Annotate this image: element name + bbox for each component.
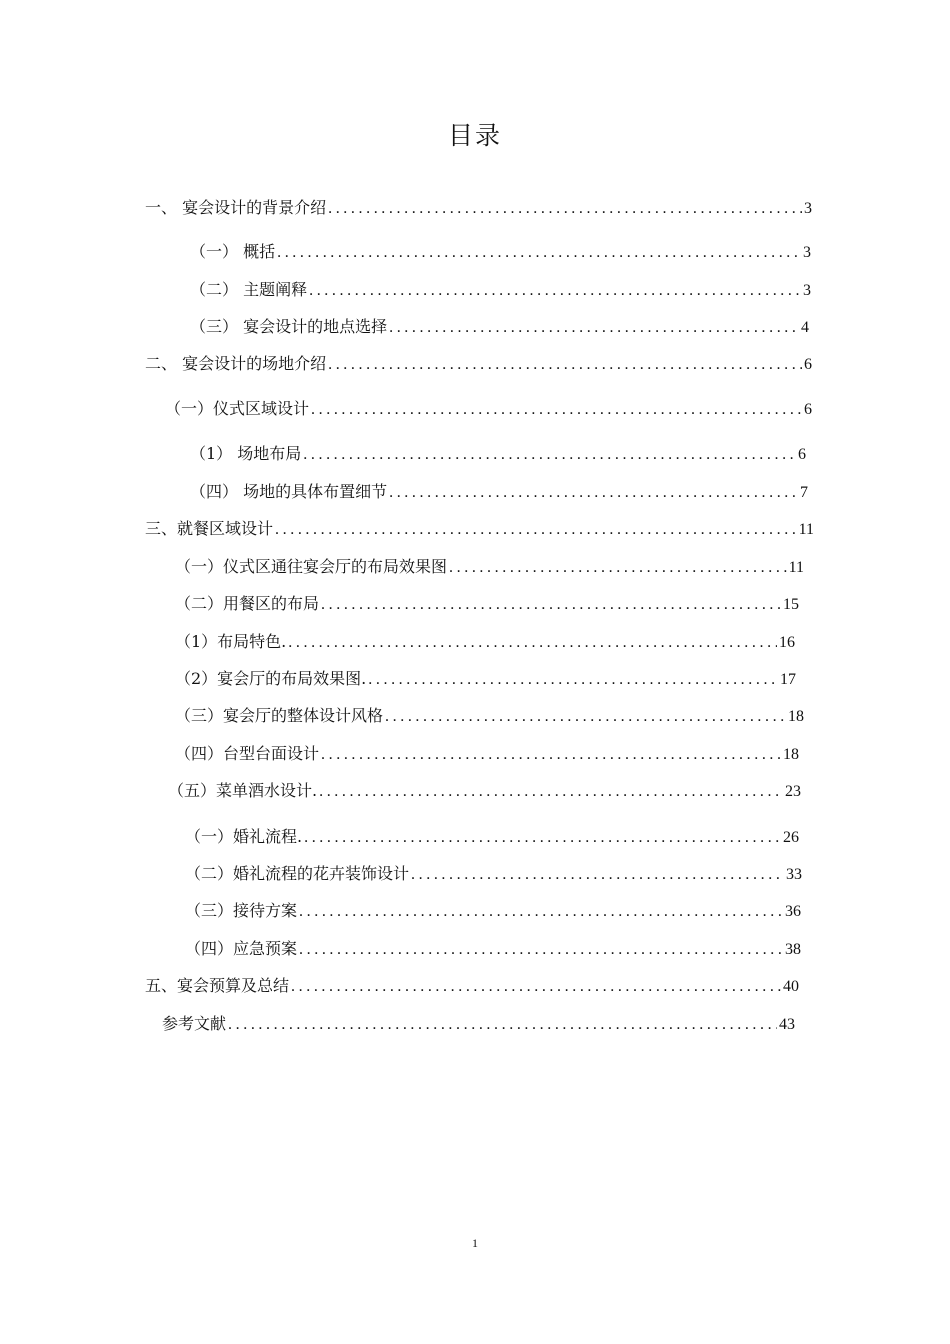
toc-entry-page: 3 [803, 282, 811, 299]
toc-entry-label: （五）菜单酒水设计. [168, 781, 318, 800]
toc-entry-label: （二）用餐区的布局 [175, 594, 320, 613]
toc-entry[interactable] [175, 556, 804, 578]
dot-leader [275, 519, 797, 541]
toc-entry-label: 参考文献 [162, 1014, 227, 1033]
toc-entry-page: 18 [783, 746, 799, 763]
toc-entry-page: 11 [798, 521, 814, 538]
dot-leader [299, 901, 783, 923]
toc-entry[interactable] [175, 705, 804, 727]
dot-leader [303, 444, 796, 466]
toc-entry-page: 6 [804, 356, 812, 373]
toc-entry[interactable] [175, 631, 795, 653]
dot-leader [389, 317, 799, 339]
dot-leader [291, 976, 781, 998]
dot-leader [299, 939, 783, 961]
toc-entry-page: 38 [785, 941, 801, 958]
toc-entry-label: （二）婚礼流程的花卉装饰设计 [185, 864, 410, 883]
toc-entry[interactable] [190, 316, 809, 338]
toc-entry-page: 40 [783, 978, 799, 995]
toc-entry-label: （二） 主题阐释 [190, 280, 308, 299]
toc-entry-label: （1）布局特色. [175, 632, 287, 651]
toc-entry[interactable] [185, 900, 801, 922]
toc-entry[interactable] [185, 863, 802, 885]
dot-leader [321, 594, 781, 616]
dot-leader [321, 744, 781, 766]
toc-entry-page: 6 [804, 401, 812, 418]
toc-entry-label: （一）婚礼流程. [185, 827, 303, 846]
toc-entry[interactable] [175, 743, 799, 765]
toc-entry[interactable] [168, 780, 801, 802]
dot-leader [328, 354, 802, 376]
toc-entry-page: 33 [786, 866, 802, 883]
toc-entry-page: 6 [798, 446, 806, 463]
toc-entry-label: （三）接待方案 [185, 901, 298, 920]
toc-entry-page: 7 [800, 484, 808, 501]
toc-entry-page: 3 [804, 200, 812, 217]
toc-entry-page: 36 [785, 903, 801, 920]
toc-entry[interactable] [175, 668, 796, 690]
dot-leader [319, 781, 783, 803]
toc-entry-label: （四） 场地的具体布置细节 [190, 482, 388, 501]
toc-entry[interactable] [190, 241, 811, 263]
toc-entry[interactable] [175, 593, 799, 615]
toc-entry-label: （一）仪式区通往宴会厅的布局效果图 [175, 557, 448, 576]
toc-entry-label: 一、 宴会设计的背景介绍 [145, 198, 327, 217]
toc-entry-label: （2）宴会厅的布局效果图. [175, 669, 367, 688]
dot-leader [277, 242, 801, 264]
dot-leader [385, 706, 786, 728]
toc-entry[interactable] [145, 353, 812, 375]
page-number: 1 [472, 1236, 478, 1250]
toc-entry-label: 五、宴会预算及总结 [145, 976, 290, 995]
toc-entry-page: 26 [783, 829, 799, 846]
toc-entry-page: 17 [780, 671, 796, 688]
toc-entry-label: （三）宴会厅的整体设计风格 [175, 706, 384, 725]
toc-entry-label: 二、 宴会设计的场地介绍 [145, 354, 327, 373]
dot-leader [304, 827, 781, 849]
dot-leader [228, 1014, 777, 1036]
toc-entry-label: （一）仪式区域设计 [165, 399, 310, 418]
dot-leader [328, 198, 802, 220]
toc-entry[interactable] [190, 481, 808, 503]
toc-entry-label: （四）应急预案 [185, 939, 298, 958]
toc-entry-page: 23 [785, 783, 801, 800]
page-title: 目录 [447, 121, 502, 150]
toc-entry-page: 16 [779, 634, 795, 651]
toc-entry[interactable] [185, 826, 799, 848]
dot-leader [449, 557, 787, 579]
toc-entry-label: （四）台型台面设计 [175, 744, 320, 763]
toc-entry-label: （一） 概括 [190, 242, 276, 261]
toc-entry[interactable] [165, 398, 812, 420]
toc-entry-page: 18 [788, 708, 804, 725]
dot-leader [311, 399, 802, 421]
dot-leader [368, 669, 778, 691]
dot-leader [309, 280, 801, 302]
dot-leader [411, 864, 784, 886]
toc-entry[interactable] [145, 518, 814, 540]
dot-leader [389, 482, 798, 504]
toc-entry[interactable] [145, 197, 812, 219]
toc-entry-page: 15 [783, 596, 799, 613]
toc-entry-page: 11 [788, 559, 804, 576]
dot-leader [288, 632, 777, 654]
toc-entry-label: （1） 场地布局 [190, 444, 302, 463]
toc-entry[interactable] [145, 975, 799, 997]
toc-entry-page: 43 [779, 1016, 795, 1033]
toc-entry[interactable] [190, 279, 811, 301]
toc-entry-page: 4 [801, 319, 809, 336]
toc-entry[interactable] [190, 443, 806, 465]
toc-entry[interactable] [185, 938, 801, 960]
toc-entry[interactable] [162, 1013, 795, 1035]
toc-entry-label: 三、就餐区域设计 [145, 519, 274, 538]
toc-entry-label: （三） 宴会设计的地点选择 [190, 317, 388, 336]
toc-entry-page: 3 [803, 244, 811, 261]
